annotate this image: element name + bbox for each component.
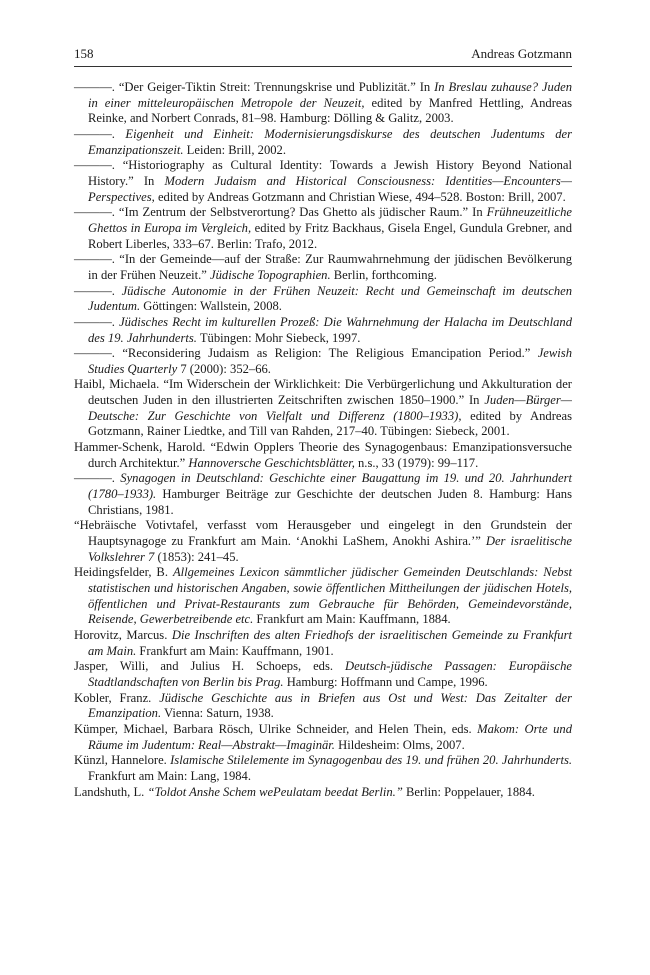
bibliography-entry bbox=[74, 205, 572, 252]
entry-title-italic: Die Inschriften des alten Friedhofs der israelitischen Gemeinde zu Frankfurt am Main. bbox=[88, 627, 572, 658]
entry-title-italic: Synagogen in Deutschland: Geschichte einer Baugattung im 19. und 20. Jahrhundert (1780–1933). bbox=[88, 471, 573, 502]
bibliography-entry bbox=[74, 518, 572, 565]
entry-title-italic: Eigenheit und Einheit: Modernisierungsdiskurse des deutschen Judentums der Emanzipationszeit. bbox=[88, 126, 573, 157]
entry-title-italic: In Breslau zuhause? Juden in einer mitteleuropäischen Metropole der Neuzeit, bbox=[88, 80, 572, 110]
entry-text: (1853): 241–45. bbox=[154, 549, 239, 564]
entry-text: Tübingen: Mohr Siebeck, 1997. bbox=[196, 330, 361, 345]
entry-text: Frankfurt am Main: Lang, 1984. bbox=[88, 768, 251, 783]
entry-title-italic: Jüdische Geschichte aus in Briefen aus Ost und West: Das Zeitalter der Emanzipation. bbox=[88, 690, 572, 721]
entry-text: edited by Andreas Gotzmann, Rainer Liedtke, and Till van Rahden, 217–40. Tübingen: Siebeck, 2001. bbox=[88, 408, 573, 439]
bibliography-entry bbox=[74, 722, 572, 753]
bibliography-entry bbox=[74, 346, 572, 377]
running-head-author: Andreas Gotzmann bbox=[471, 46, 572, 61]
entry-title-italic: Modern Judaism and Historical Consciousness: Identities—Encounters—Perspectives, bbox=[88, 173, 572, 204]
entry-text: 7 (2000): 352–66. bbox=[177, 361, 271, 376]
bibliography-entry bbox=[74, 80, 572, 127]
entry-text: Hildesheim: Olms, 2007. bbox=[334, 737, 465, 752]
entry-text: Frankfurt am Main: Kauffmann, 1884. bbox=[253, 612, 451, 627]
bibliography-entry bbox=[74, 158, 572, 205]
entry-text: ———. “Historiography as Cultural Identity: Towards a Jewish History Beyond National History.” In bbox=[74, 158, 572, 188]
bibliography-entry bbox=[74, 471, 572, 518]
running-header bbox=[74, 46, 572, 64]
entry-title-italic: Makom: Orte und Räume im Judentum: Real—Abstrakt—Imaginär. bbox=[88, 721, 572, 752]
bibliography-entry bbox=[74, 440, 572, 471]
entry-title-italic: Juden—Bürger—Deutsche: Zur Geschichte von Vielfalt und Differenz (1800–1933), bbox=[88, 393, 572, 423]
entry-text: Hamburger Beiträge zur Geschichte der deutschen Juden 8. Hamburg: Hans Christians, 1981. bbox=[88, 487, 572, 517]
entry-title-italic: Allgemeines Lexicon sämmtlicher jüdischer Gemeinden Deutschlands: Nebst statistischen und historischen Angaben, sowie öffentlichen Mittheilungen der jüdischen Hotels, öffentlichen und Privat-Restaurants zum Gebrauche für Behörden, Gemeindevorstände, Reisende, Gewerbetreibende etc. bbox=[88, 565, 572, 627]
entry-text: ———. bbox=[74, 314, 120, 329]
entry-title-italic: “Toldot Anshe Schem wePeulatam beedat Berlin.” bbox=[147, 784, 403, 799]
bibliography-entry bbox=[74, 753, 572, 784]
entry-text: ———. bbox=[74, 126, 126, 141]
entry-text: Landshuth, L. bbox=[74, 784, 148, 799]
entry-text: Frankfurt am Main: Kauffmann, 1901. bbox=[136, 643, 334, 658]
bibliography-entry bbox=[74, 785, 572, 801]
bibliography-entry bbox=[74, 377, 572, 440]
bibliography-entry bbox=[74, 315, 572, 346]
header-rule bbox=[74, 66, 572, 67]
entry-text: ———. “Im Zentrum der Selbstverortung? Das Ghetto als jüdischer Raum.” In bbox=[74, 205, 487, 220]
bibliography-entry bbox=[74, 127, 572, 158]
entry-text: ———. “In der Gemeinde—auf der Straße: Zur Raumwahrnehmung der jüdischen Bevölkerung in der Frühen Neuzeit.” bbox=[74, 252, 572, 282]
bibliography-entry bbox=[74, 628, 572, 659]
bibliography-entry bbox=[74, 659, 572, 690]
entry-title-italic: Deutsch-jüdische Passagen: Europäische Stadtlandschaften von Berlin bis Prag. bbox=[88, 659, 572, 689]
entry-title-italic: Hannoversche Geschichtsblätter, bbox=[188, 455, 355, 470]
entry-text: edited by Manfred Hettling, Andreas Reinke, and Norbert Conrads, 81–98. Hamburg: Dölling & Galitz, 2003. bbox=[88, 95, 572, 126]
entry-title-italic: Jewish Studies Quarterly bbox=[88, 346, 572, 376]
entry-text: edited by Andreas Gotzmann and Christian Wiese, 494–528. Boston: Brill, 2007. bbox=[154, 189, 566, 204]
entry-text: Leiden: Brill, 2002. bbox=[183, 142, 286, 157]
entry-text: Berlin: Poppelauer, 1884. bbox=[402, 784, 535, 799]
bibliography-entry bbox=[74, 284, 572, 315]
page-number: 158 bbox=[74, 46, 94, 61]
entry-text: ———. bbox=[74, 471, 121, 486]
entry-text: ———. bbox=[74, 283, 122, 298]
entry-title-italic: Der israelitische Volkslehrer 7 bbox=[88, 534, 572, 564]
entry-text: ———. “Reconsidering Judaism as Religion: The Religious Emancipation Period.” bbox=[74, 346, 538, 361]
entry-text: Kümper, Michael, Barbara Rösch, Ulrike Schneider, and Helen Thein, eds. bbox=[74, 721, 478, 736]
entry-text: Berlin, forthcoming. bbox=[330, 267, 437, 282]
entry-text: n.s., 33 (1979): 99–117. bbox=[354, 455, 479, 470]
entry-text: Vienna: Saturn, 1938. bbox=[161, 706, 274, 721]
entry-text: Horovitz, Marcus. bbox=[74, 627, 172, 642]
entry-title-italic: Islamische Stilelemente im Synagogenbau des 19. und frühen 20. Jahrhunderts. bbox=[170, 753, 572, 768]
entry-title-italic: Frühneuzeitliche Ghettos in Europa im Vergleich, bbox=[88, 205, 572, 235]
entry-text: Hammer-Schenk, Harold. “Edwin Opplers Theorie des Synagogenbaus: Emanzipationsversuche durch Architektur.” bbox=[74, 440, 572, 470]
bibliography-entry bbox=[74, 565, 572, 628]
entry-text: ———. “Der Geiger-Tiktin Streit: Trennungskrise und Publizität.” In bbox=[74, 80, 435, 94]
entry-title-italic: Jüdisches Recht im kulturellen Prozeß: Die Wahrnehmung der Halacha im Deutschland des 19. Jahrhunderts. bbox=[88, 314, 572, 345]
bibliography-entry bbox=[74, 252, 572, 283]
bibliography-list bbox=[74, 80, 572, 800]
entry-text: edited by Fritz Backhaus, Gisela Engel, Gundula Grebner, and Robert Liberles, 333–67. Berlin: Trafo, 2012. bbox=[88, 220, 572, 251]
entry-title-italic: Jüdische Topographien. bbox=[210, 267, 331, 282]
entry-text: Göttingen: Wallstein, 2008. bbox=[140, 299, 282, 314]
entry-text: Haibl, Michaela. “Im Widerschein der Wirklichkeit: Die Verbürgerlichung und Akkulturation der deutschen Juden in den illustrierten Zeitschriften zwischen 1850–1900.” In bbox=[74, 377, 572, 408]
bibliography-entry bbox=[74, 691, 572, 722]
entry-text: Heidingsfelder, B. bbox=[74, 565, 173, 580]
entry-text: Hamburg: Hoffmann und Campe, 1996. bbox=[283, 674, 488, 689]
entry-text: “Hebräische Votivtafel, verfasst vom Herausgeber und eingelegt in den Grundstein der Hauptsynagoge zu Frankfurt am Main. ‘Anokhi LaShem, Anokhi Ashira.’” bbox=[74, 518, 572, 549]
entry-text: Künzl, Hannelore. bbox=[74, 753, 171, 768]
entry-title-italic: Jüdische Autonomie in der Frühen Neuzeit: Recht und Gemeinschaft im deutschen Judentum. bbox=[88, 283, 572, 314]
entry-text: Jasper, Willi, and Julius H. Schoeps, eds. bbox=[74, 659, 345, 674]
entry-text: Kobler, Franz. bbox=[74, 690, 160, 705]
